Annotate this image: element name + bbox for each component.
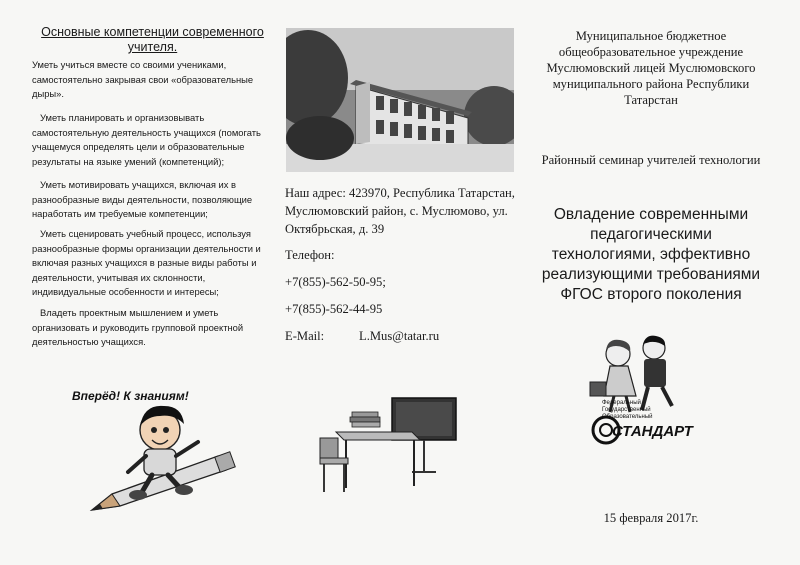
fgos-standard-logo [588, 332, 718, 450]
competency-item: Уметь планировать и организовывать самостоятельную деятельность учащихся (помогать учащемуся определять цели и образовательные результаты на языке умений (компетенций); [32, 112, 261, 167]
boy-shirt [144, 449, 176, 475]
middle-panel [268, 0, 530, 565]
school-name: Муниципальное бюджетное общеобразовательное учреждение Муслюмовский лицей Муслюмовского муниципального района Республики Татарстан [546, 29, 756, 107]
competency-item: Уметь мотивировать учащихся, включая их в разнообразные виды деятельности, позволяющие наработать им требуемые компетенции; [32, 179, 253, 219]
logo-line: Государственный [602, 407, 651, 413]
competency-item: Владеть проектным мышлением и уметь организовать и руководить групповой проектной деятельностью учащихся. [32, 307, 244, 347]
boy-on-pencil-clipart [60, 378, 250, 516]
phone-number: +7(855)-562-44-95 [285, 302, 383, 316]
desk-top [336, 432, 420, 440]
competencies-title: Основные компетенции современного учителя. [41, 25, 264, 54]
phone-label: Телефон: [285, 248, 335, 262]
seminar-title: Районный семинар учителей технологии [541, 153, 761, 167]
clipart-caption: Вперёд! К знаниям! [72, 389, 189, 403]
books-stack [350, 412, 380, 427]
left-panel [0, 0, 268, 565]
competency-item: Уметь учиться вместе со своими учениками, самостоятельно закрывая свои «образовательные дыры». [32, 59, 254, 99]
school-building-photo [286, 28, 514, 172]
seminar-topic: Овладение современными педагогическими технологиями, эффективно реализующими требованиями ФГОС второго поколения [541, 206, 761, 303]
seminar-date: 15 февраля 2017г. [603, 511, 699, 525]
logo-line: Федеральный [602, 400, 641, 406]
classroom-desk-clipart [316, 392, 466, 502]
phone-number: +7(855)-562-50-95; [285, 275, 386, 289]
competency-item: Уметь сценировать учебный процесс, используя разнообразные формы организации деятельности и включая разных учащихся в разные виды работы и деятельности, учитывая их склонности, индивидуальные особенности и интересы; [32, 228, 261, 297]
address-text: Наш адрес: 423970, Республика Татарстан, Муслюмовский район, с. Муслюмово, ул. Октябрьская, д. 39 [285, 186, 515, 236]
logo-line: Образовательный [602, 414, 653, 420]
chair-back [320, 438, 338, 458]
right-panel [530, 0, 800, 565]
email-address: L.Mus@tatar.ru [359, 329, 440, 343]
logo-wordmark: СТАНДАРТ [612, 423, 693, 440]
email-label: E-Mail: [285, 329, 325, 343]
